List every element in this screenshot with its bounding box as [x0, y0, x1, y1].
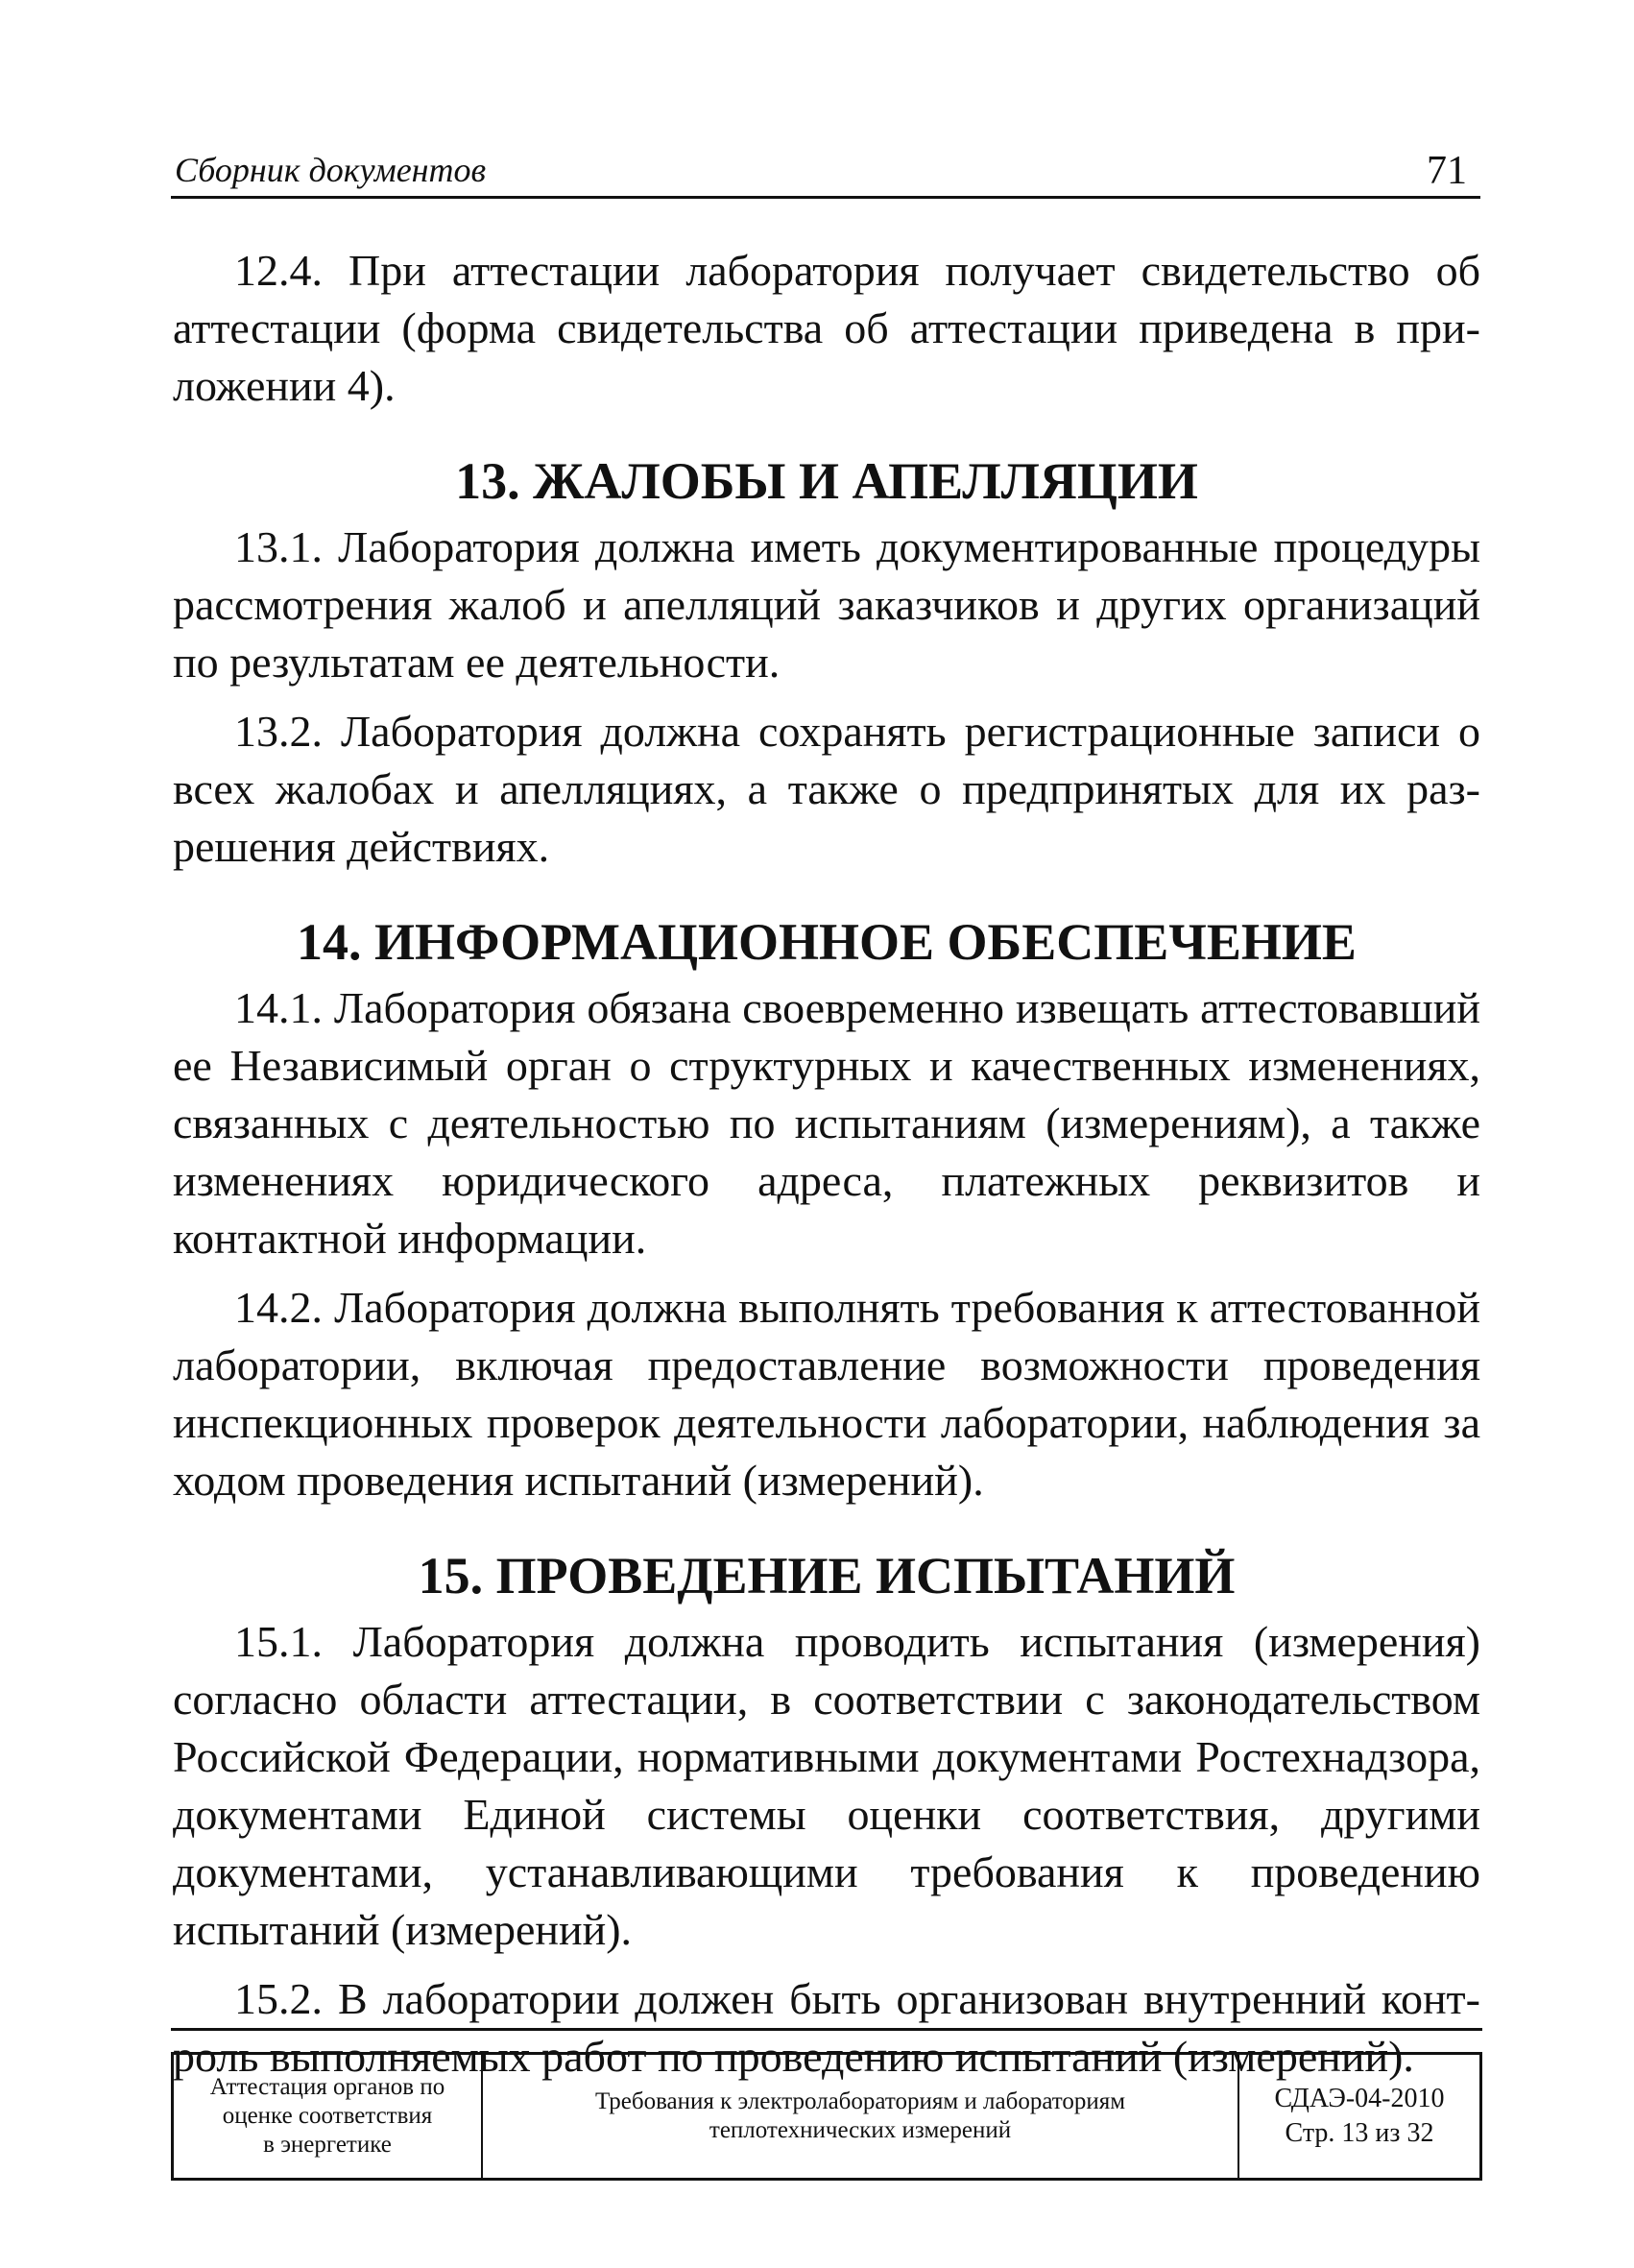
paragraph-14-2: 14.2. Лаборатория должна выполнять требования к аттестованной лаборатории, включая предоставление возможности проведения инспекционных проверок деятельности лаборатории, наблюдения за ходом проведения испытаний (измерений). — [173, 1283, 1480, 1505]
footer-left-line-3: в энергетике — [263, 2132, 392, 2158]
footer-middle-line-2: теплотехнических измерений — [709, 2117, 1012, 2143]
running-header — [171, 142, 1480, 199]
paragraph-14-1: 14.1. Лаборатория обязана своевременно извещать аттестовавший ее Независимый орган о структурных и качественных изменениях, связанных с деятельностью по испытаниям (измерениям), а также изменениях юридического адреса, платежных реквизитов и контактной информации. — [173, 983, 1480, 1263]
footer-middle-line-1: Требования к электролабораториям и лабораториям — [594, 2088, 1126, 2114]
footer-left-cell — [173, 2054, 483, 2180]
footer-left-line-1: Аттестация органов по — [209, 2074, 445, 2100]
heading-section-14: 14. ИНФОРМАЦИОННОЕ ОБЕСПЕЧЕНИЕ — [297, 913, 1357, 971]
document-body — [173, 242, 1480, 2097]
footer-row — [173, 2054, 1481, 2180]
page-counter: Стр. 13 из 32 — [1285, 2118, 1434, 2148]
paragraph-15-2: 15.2. В лаборатории должен быть организован внутренний контроль выполняемых работ по проведению испытаний (измерений). — [173, 1974, 1480, 2081]
paragraph-12-4: 12.4. При аттестации лаборатория получает свидетельство об аттестации (форма свидетельства об аттестации приведена в приложении 4). — [173, 246, 1480, 410]
document-code: СДАЭ-04-2010 — [1274, 2084, 1445, 2113]
footer-right-cell — [1238, 2054, 1481, 2180]
page-number: 71 — [1427, 149, 1467, 193]
footer-table — [171, 2052, 1482, 2181]
heading-section-15: 15. ПРОВЕДЕНИЕ ИСПЫТАНИЙ — [418, 1547, 1236, 1604]
paragraph-15-1: 15.1. Лаборатория должна проводить испытания (измерения) согласно области аттестации, в соответствии с законодательством Российской Федерации, нормативными документами Ростехнадзора, документами Единой системы оценки соответствия, другими документами, устанавливающими требования к проведению испытаний (измерений). — [173, 1617, 1480, 1954]
page-footer — [171, 2028, 1482, 2181]
heading-section-13: 13. ЖАЛОБЫ И АПЕЛЛЯЦИИ — [455, 452, 1198, 510]
paragraph-13-1: 13.1. Лаборатория должна иметь документированные процедуры рассмотрения жалоб и апелляций заказчиков и других организаций по результатам ее деятельности. — [173, 522, 1480, 687]
footer-left-line-2: оценке соответствия — [222, 2103, 433, 2129]
paragraph-13-2: 13.2. Лаборатория должна сохранять регистрационные записи о всех жалобах и апелляциях, а также о предпринятых для их разрешения действиях. — [173, 707, 1480, 871]
footer-middle-cell — [482, 2054, 1238, 2180]
collection-title: Сборник документов — [175, 151, 487, 189]
